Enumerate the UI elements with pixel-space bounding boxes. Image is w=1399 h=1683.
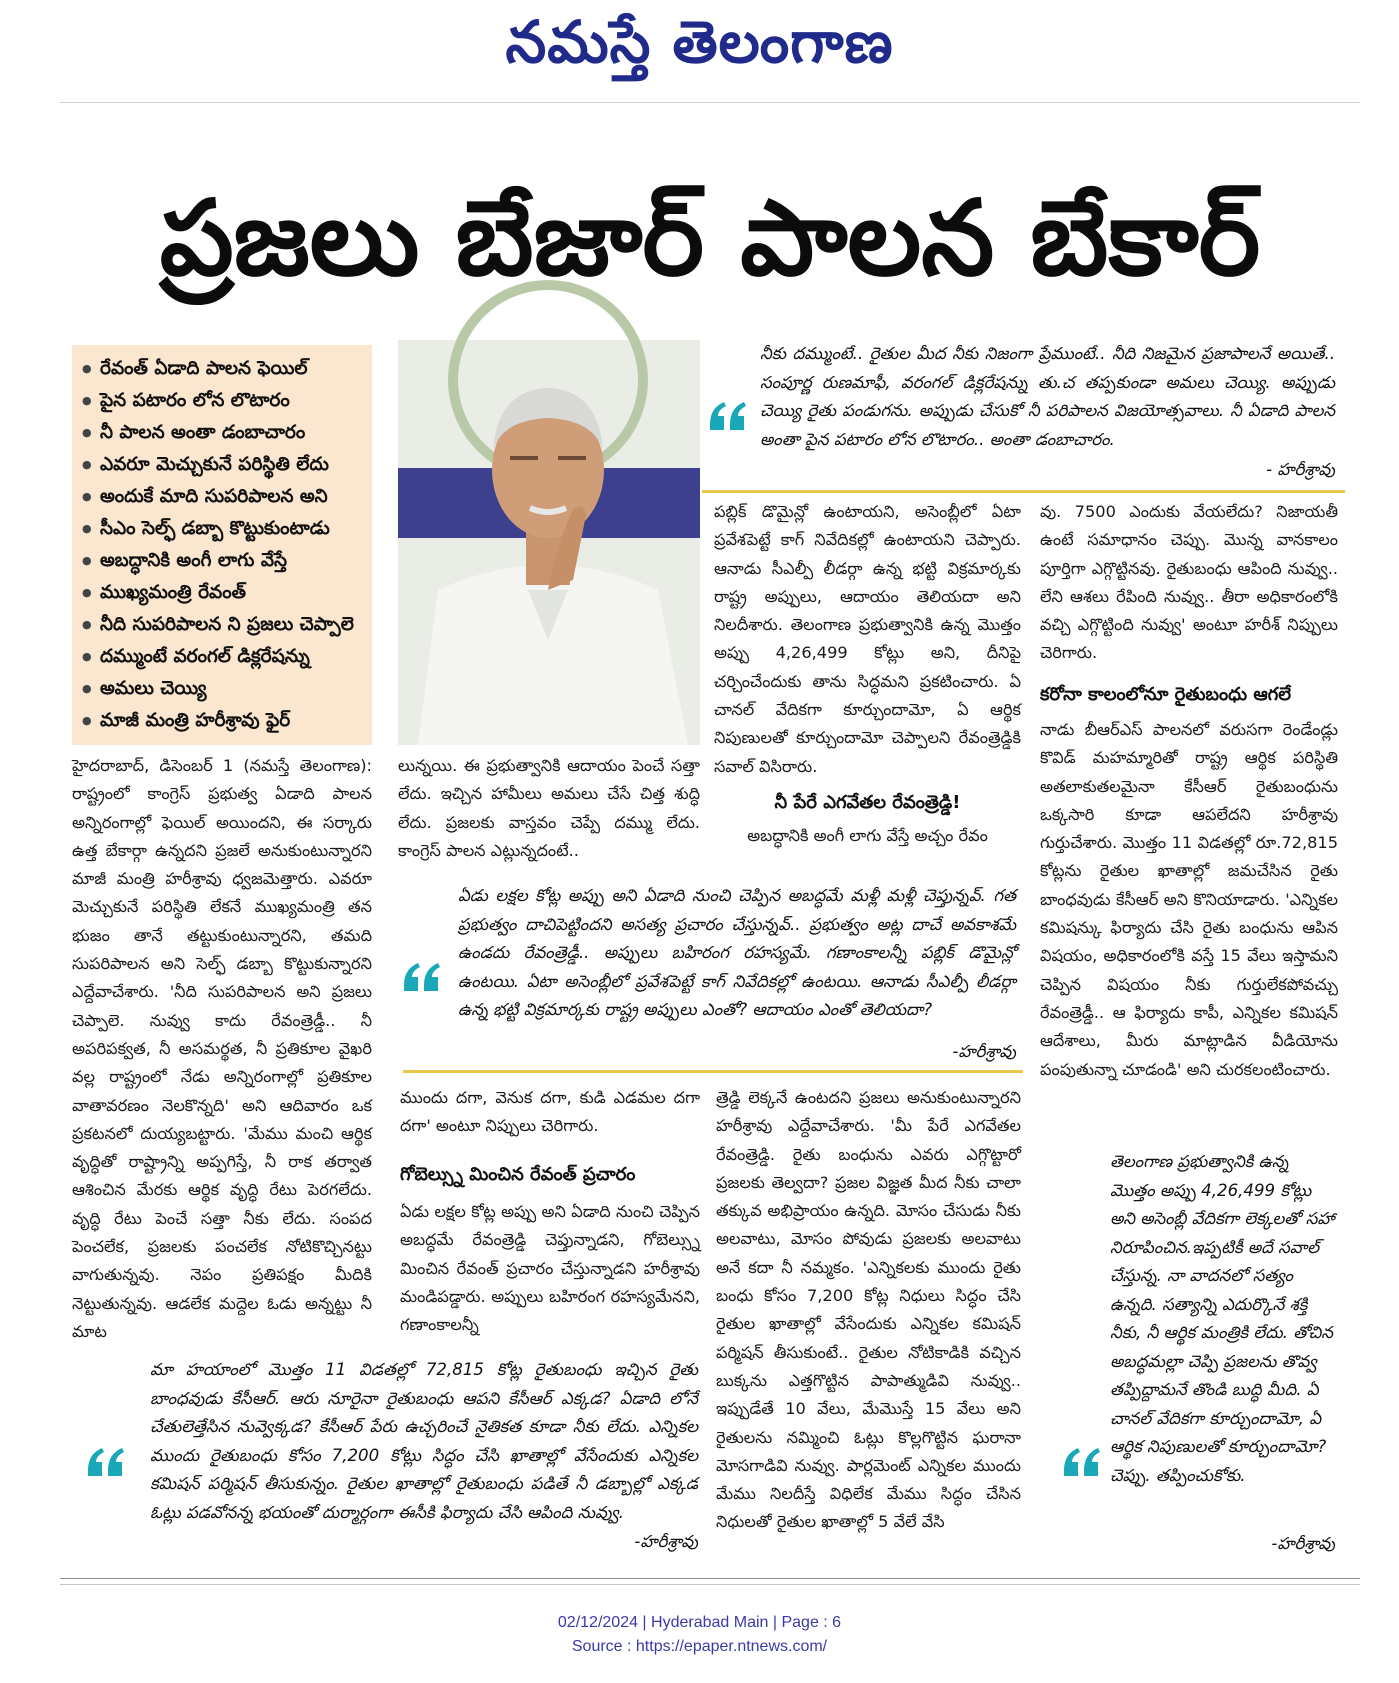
masthead-logo: నమస్తే తెలంగాణ [505, 8, 894, 76]
article-col4-top: వు. 7500 ఎందుకు వేయలేదు? నిజాయతీ ఉంటే సమాధానం చెప్పు. మొన్న వానకాలం పూర్తిగా ఎగ్గొట్టినవు. రైతుబంధు ఆపింది నువ్వు.. లేని ఆశలు రేపింది నువ్వు.. తీరా అధికారంలోకి వచ్చి ఎగ్గొట్టింది నువ్వు' అంటూ హరీశ్ నిప్పులు చెరిగారు. [1040, 502, 1338, 663]
quote-icon [706, 394, 752, 440]
quote-icon [84, 1440, 130, 1486]
article-col4-body: నాడు బీఆర్ఎస్ పాలనలో వరుసగా రెండేండ్లు కొవిడ్ మహమ్మారితో రాష్ట్ర ఆర్థిక పరిస్థితి అతలాకుతలమైనా కేసీఆర్ రైతుబంధును ఒక్కసారి కూడా ఆపలేదని హరీశ్రావు గుర్తుచేశారు. మొత్తం 11 విడతల్లో రూ.72,815 కోట్లను రైతుల ఖాతాల్లో జమచేసిన రైతు బాంధవుడు కేసీఆర్ అని కొనియాడారు. 'ఎన్నికల కమిషన్కు ఫిర్యాదు చేసి రైతు బంధును ఆపిన విషయం, అధికారంలోకి వస్తే 15 వేలు ఇస్తామని చెప్పిన విషయం నీకు గుర్తులేకపోవచ్చు రేవంత్రెడ్డీ.. ఆ ఫిర్యాదు కాపీ, ఎన్నికల కమిషన్ ఆదేశాలు, మీరు మాట్లాడిన వీడియోను పంపుతున్నా చూడండి' అని చురకలంటించారు. [1040, 720, 1338, 1079]
highlights-list [82, 353, 366, 737]
article-col3-top: పబ్లిక్ డొమైన్లో ఉంటాయని, అసెంబ్లీలో ఏటా ప్రవేశపెట్టే కాగ్ నివేదికల్లో ఉంటాయని చెప్పారు. ఆనాడు సీఎల్పీ లీడర్గా ఉన్న భట్టి విక్రమార్కకు రాష్ట్ర అప్పులు, ఆదాయం తెలియదా అని నిలదీశారు. తెలంగాణ ప్రభుత్వానికి ఉన్న మొత్తం అప్పు 4,26,499 కోట్లు అని, దీనిపై చర్చించేందుకు తాను సిద్ధమని ప్రకటించారు. ఏ చానల్ వేదికగా కూర్చుందామో, ఏ ఆర్థిక నిపుణులతో కూర్చుందామో చెప్పాలని రేవంత్రెడ్డికి సవాల్ విసిరారు. [714, 502, 1021, 776]
quote-mark-right [1060, 1440, 1106, 1486]
highlight-item: ● మాజీ మంత్రి హరీశ్రావు ఫైర్ [82, 705, 366, 737]
page-bottom-rule-2 [60, 1584, 1360, 1585]
highlight-item: ● సీఎం సెల్ఫ్ డబ్బా కొట్టుకుంటాడు [82, 513, 366, 545]
highlights-box [72, 345, 372, 745]
quote-mark-bottom [84, 1440, 130, 1486]
quote-mid-rule [403, 1070, 1023, 1073]
article-col3-lower: త్రెడ్డి లెక్కనే ఉంటదని ప్రజలు అనుకుంటున్నారని హరీశ్రావు ఎద్దేవాచేశారు. 'మీ పేరే ఎగవేతల రేవంత్రెడ్డి. రైతు బంధును ఎవరు ఎగ్గొట్టారో ప్రజలకు తెల్వదా? ప్రజల విజ్ఞత మీద నీకు చాలా తక్కువ అభిప్రాయం ఉన్నది. మోసం చేసుడు నీకు అలవాటు, మోసం పోవుడు ప్రజలకు అలవాటు అనే కదా నీ నమ్మకం. 'ఎన్నికలకు ముందు రైతు బంధు కోసం 7,200 కోట్ల నిధులు సిద్ధం చేసి రైతుల ఖాతాల్లో వేసేందుకు ఎన్నికల కమిషన్ పర్మిషన్ తీసుకుంటే.. రైతుల నోటికాడికి వచ్చిన బుక్కను ఎత్తగొట్టిన పాపాత్ముడివి నువ్వు.. ఇప్పుడేతే 10 వేలు, మేమొస్తే 15 వేలు అని రైతులను నమ్మించి ఓట్లు కొల్లగొట్టిన ఘరానా మోసగాడివి నువ్వు. పార్లమెంట్ ఎన్నికల ముందు మేము నిలదీస్తే విధిలేక మేము సిద్ధం చేసిన నిధులతో రైతుల ఖాతాల్లో 5 వేలే వేసి [716, 1088, 1021, 1532]
photo-image [398, 340, 700, 745]
quote-icon [1060, 1440, 1106, 1486]
article-col1: హైదరాబాద్, డిసెంబర్ 1 (నమస్తే తెలంగాణ): రాష్ట్రంలో కాంగ్రెస్ ప్రభుత్వ ఏడాది పాలన అన్నిరంగాల్లో ఫెయిల్ అయిందని, ఈ సర్కారు ఉత్త బేకార్గా ఉన్నదని ప్రజలే అనుకుంటున్నారని మాజీ మంత్రి హరీశ్రావు ధ్వజమెత్తారు. ఎవరూ మెచ్చుకునే పరిస్థితి లేకనే ముఖ్యమంత్రి తన భుజం తానే తట్టుకుంటున్నారని, తమది సుపరిపాలన అని సెల్ఫ్ డబ్బా కొట్టుకున్నారని ఎద్దేవాచేశారు. 'నీది సుపరిపాలన అని ప్రజలు చెప్పాలె. నువ్వు కాదు రేవంత్రెడ్డీ.. నీ అపరిపక్వత, నీ అసమర్థత, నీ ప్రతికూల వైఖరి వల్ల రాష్ట్రంలో నేడు అన్నిరంగాల్లో ప్రతికూల వాతావరణం నెలకొన్నది' అని ఆదివారం ఒక ప్రకటనలో దుయ్యబట్టారు. 'మేము మంచి ఆర్థిక వృద్ధితో రాష్ట్రాన్ని అప్పగిస్తే, నీ రాక తర్వాత ఆశించిన మేరకు ఆర్థిక వృద్ధి రేటు పెరగలేదు. వృద్ధి రేటు పెంచే సత్తా నీకు లేదు. సంపద పెంచలేక, ప్రజలకు పంచలేక నోటికొచ్చినట్టు వాగుతున్నవు. నెపం ప్రతిపక్షం మీదికి నెట్టుతున్నవు. ఆడలేక మద్దెల ఓడు అన్నట్టు నీ మాట [72, 756, 372, 1341]
subhead-evasion: నీ పేరే ఎగవేతల రేవంత్రెడ్డి! [774, 792, 961, 813]
highlight-item: ● పైన పటారం లోన లొటారం [82, 385, 366, 417]
highlight-item: ● అందుకే మాది సుపరిపాలన అని [82, 481, 366, 513]
highlight-item: ● దమ్ముంటే వరంగల్ డిక్లరేషన్ను [82, 641, 366, 673]
highlight-item: ● ముఖ్యమంత్రి రేవంత్ [82, 577, 366, 609]
quote-top-text: నీకు దమ్ముంటే.. రైతుల మీద నీకు నిజంగా ప్రేముంటే.. నీది నిజమైన ప్రజాపాలనే అయితే.. సంపూర్ణ రుణమాఫీ, వరంగల్ డిక్లరేషన్ను తు.చ తప్పకుండా అమలు చెయ్యి. అప్పుడు చెయ్యి రైతు పండుగను. అప్పుడు చేసుకో నీ పరిపాలన విజయోత్సవాలు. నీ ఏడాది పాలన అంతా పైన పటారం లోన లొటారం.. అంతా డంబాచారం. [760, 344, 1335, 449]
article-col3-continued: అబద్ధానికి అంగీ లాగు వేస్తే అచ్చం రేవం [747, 826, 988, 845]
subhead-corona: కరోనా కాలంలోనూ రైతుబంధు ఆగలే [1040, 684, 1291, 705]
highlight-item: ● రేవంత్ ఏడాది పాలన ఫెయిల్ [82, 353, 366, 385]
headline: ప్రజలు బేజార్ పాలన బేకార్ [159, 177, 1261, 299]
quote-icon [400, 955, 446, 1001]
highlight-item: ● నీది సుపరిపాలన ని ప్రజలు చెప్పాలె [82, 609, 366, 641]
quote-mid-signature: -హరీశ్రావు [952, 1042, 1016, 1061]
quote-top-signature: - హరీశ్రావు [1266, 460, 1335, 479]
quote-top-rule [702, 490, 1345, 493]
highlight-item: ● అబద్ధానికి అంగీ లాగు వేస్తే [82, 545, 366, 577]
page-bottom-rule [60, 1578, 1360, 1579]
quote-bottom-text: మా హయాంలో మొత్తం 11 విడతల్లో 72,815 కోట్ల రైతుబంధు ఇచ్చిన రైతు బాంధవుడు కేసీఆర్. ఆరు నూరైనా రైతుబంధు ఆపని కేసీఆర్ ఎక్కడ? ఏడాది లోనే చేతులెత్తేసిన నువ్వెక్కడ? కేసీఆర్ పేరు ఉచ్చరించే నైతికత కూడా నీకు లేదు. ఎన్నికల ముందు రైతుబంధు కోసం 7,200 కోట్లు సిద్ధం చేసి ఖాతాల్లో వేసేందుకు ఎన్నికల కమిషన్ పర్మిషన్ తీసుకున్నం. రైతుల ఖాతాల్లో రైతుబంధు పడితే నీ డబ్బాల్లో ఎక్కడ ఓట్లు పడవోనన్న భయంతో దుర్మార్గంగా ఈసీకి ఫిర్యాదు చేసి ఆపింది నువ్వు. [150, 1360, 698, 1522]
article-col2-lower-body: ఏడు లక్షల కోట్ల అప్పు అని ఏడాది నుంచి చెప్పిన అబద్ధమే రేవంత్రెడ్డి చెప్తున్నాడని, గోబెల్స్ను మించిన రేవంత్ ప్రచారం చేస్తున్నాడని హరీశ్రావు మండిపడ్డారు. అప్పులు బహిరంగ రహస్యమేనని, గణాంకాలన్నీ [400, 1202, 700, 1335]
highlight-item: ● అమలు చెయ్యి [82, 673, 366, 705]
quote-mark-top [706, 340, 734, 450]
quote-right-signature: -హరీశ్రావు [1271, 1534, 1335, 1553]
subhead-goebbels: గోబెల్స్ను మించిన రేవంత్ ప్రచారం [400, 1164, 636, 1185]
footer-source: Source : https://epaper.ntnews.com/ [571, 1638, 828, 1655]
article-col2-lower-top: ముందు దగా, వెనుక దగా, కుడి ఎడమల దగా దగా' అంటూ నిప్పులు చెరిగారు. [400, 1088, 700, 1136]
highlight-item: ● నీ పాలన అంతా డంబాచారం [82, 417, 366, 449]
highlight-item: ● ఎవరూ మెచ్చుకునే పరిస్థితి లేదు [82, 449, 366, 481]
masthead-divider [60, 102, 1360, 103]
quote-mark-mid [400, 955, 446, 1001]
photo [398, 340, 700, 745]
article-col2-top: లున్నయి. ఈ ప్రభుత్వానికి ఆదాయం పెంచే సత్తా లేదు. ఇచ్చిన హామీలు అమలు చేసే చిత్త శుద్ధి లేదు. ప్రజలకు వాస్తవం చెప్పే దమ్ము లేదు. కాంగ్రెస్ పాలన ఎట్లున్నదంటే.. [398, 756, 700, 860]
quote-mid-text: ఏడు లక్షల కోట్ల అప్పు అని ఏడాది నుంచి చెప్పిన అబద్ధమే మళ్లీ మళ్లీ చెప్తున్నవ్. గత ప్రభుత్వం దాచిపెట్టిందని అసత్య ప్రచారం చేస్తున్నవ్.. ప్రభుత్వం అట్ల దాచే అవకాశమే ఉండదు రేవంత్రెడ్డీ.. అప్పులు బహిరంగ రహస్యమే. గణాంకాలన్నీ పబ్లిక్ డొమైన్లో ఉంటయి. ఏటా అసెంబ్లీలో ప్రవేశపెట్టే కాగ్ నివేదికల్లో ఉంటయి. ఆనాడు సీఎల్పీ లీడర్గా ఉన్న భట్టి విక్రమార్కకు రాష్ట్ర అప్పులు ఎంతో? ఆదాయం ఎంతో తెలియదా? [458, 886, 1016, 1019]
quote-bottom-signature: -హరీశ్రావు [634, 1532, 698, 1551]
quote-right-text: తెలంగాణ ప్రభుత్వానికి ఉన్న మొత్తం అప్పు 4,26,499 కోట్లు అని అసెంబ్లీ వేదికగా లెక్కలతో సహా నిరూపించిన.ఇప్పటికీ అదే సవాల్ చేస్తున్న. నా వాదనలో సత్యం ఉన్నది. సత్యాన్ని ఎదుర్కొనే శక్తి నీకు, నీ ఆర్థిక మంత్రికి లేదు. తోచిన అబద్ధమల్లా చెప్పి ప్రజలను తొవ్వ తప్పిద్దామనే తొండి బుద్ధి మీది. ఏ చానల్ వేదికగా కూర్చుందామో, ఏ ఆర్థిక నిపుణులతో కూర్చుందామో? చెప్పు. తప్పించుకోకు. [1110, 1152, 1335, 1485]
footer-date-edition: 02/12/2024 | Hyderabad Main | Page : 6 [557, 1614, 842, 1631]
